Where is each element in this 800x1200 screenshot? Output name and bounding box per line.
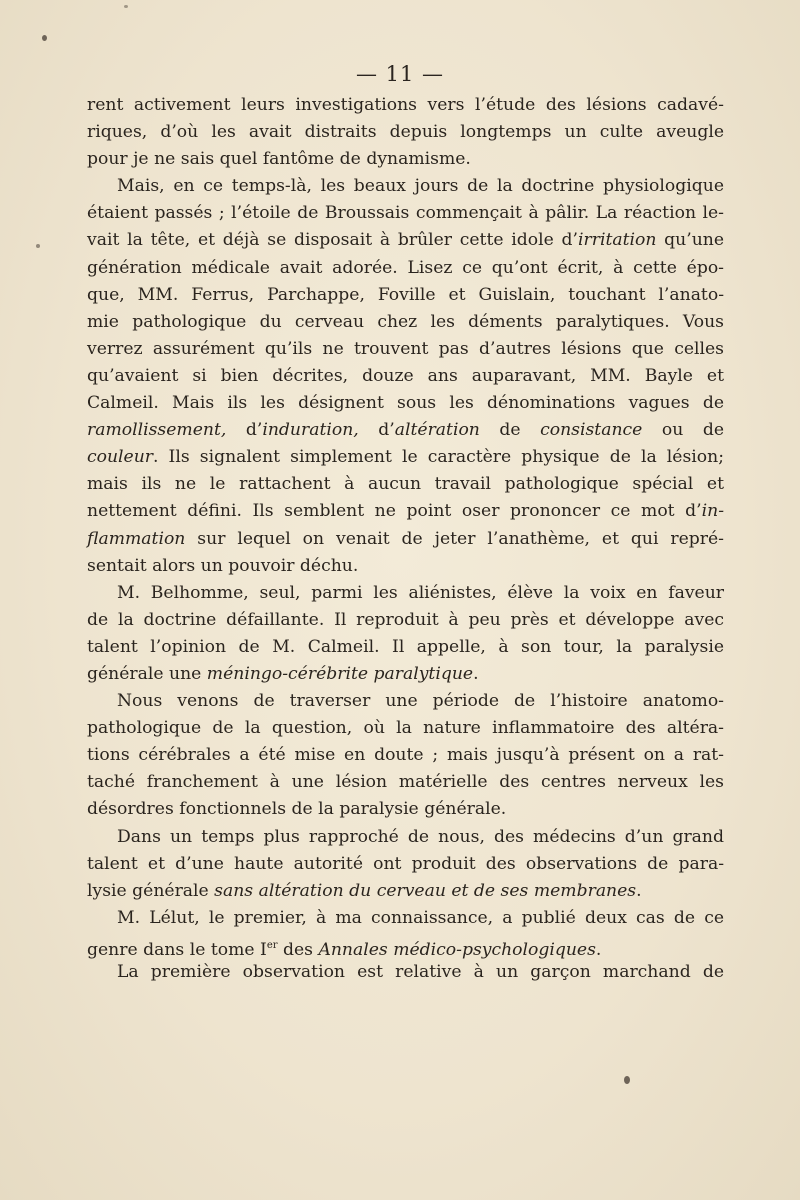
text-line: lysie générale sans altération du cerveau et de ses membranes. xyxy=(87,880,642,901)
paper-speck xyxy=(124,5,128,8)
page-number: — 11 — xyxy=(355,62,445,86)
text-line: étaient passés ; l’étoile de Broussais commençait à pâlir. La réaction le- xyxy=(87,203,724,224)
text-line: pour je ne sais quel fantôme de dynamisme. xyxy=(87,149,471,170)
text-line: rent activement leurs investigations vers l’étude des lésions cadavé- xyxy=(87,95,724,115)
text-line: de la doctrine défaillante. Il reproduit à peu près et développe avec xyxy=(87,609,724,630)
text-line: que, MM. Ferrus, Parchappe, Foville et Guislain, touchant l’anato- xyxy=(87,284,724,305)
text-line: mais ils ne le rattachent à aucun travail pathologique spécial et xyxy=(87,474,724,495)
text-line: pathologique de la question, où la nature inflammatoire des altéra- xyxy=(87,718,724,739)
text-line: génération médicale avait adorée. Lisez ce qu’ont écrit, à cette épo- xyxy=(87,257,724,278)
text-line: riques, d’où les avait distraits depuis longtemps un culte aveugle xyxy=(87,122,724,143)
text-line: couleur. Ils signalent simplement le caractère physique de la lésion; xyxy=(87,447,724,468)
text-line: tions cérébrales a été mise en doute ; mais jusqu’à présent on a rat- xyxy=(87,745,724,766)
paper-speck xyxy=(624,1076,630,1084)
text-line: mie pathologique du cerveau chez les déments paralytiques. Vous xyxy=(87,311,724,332)
text-line: flammation sur lequel on venait de jeter l’anathème, et qui repré- xyxy=(87,528,724,549)
text-line: Dans un temps plus rapproché de nous, des médecins d’un grand xyxy=(117,826,724,847)
text-line: talent et d’une haute autorité ont produit des observations de para- xyxy=(87,853,724,874)
body-text xyxy=(87,92,724,986)
text-line: ramollissement, d’induration, d’altération de consistance ou de xyxy=(87,420,724,441)
text-line: sentait alors un pouvoir déchu. xyxy=(87,555,359,576)
text-line: Calmeil. Mais ils les désignent sous les dénominations vagues de xyxy=(87,393,724,414)
text-line: Nous venons de traverser une période de l’histoire anatomo- xyxy=(117,691,724,712)
text-line: verrez assurément qu’ils ne trouvent pas d’autres lésions que celles xyxy=(87,338,724,359)
text-line: générale une méningo-cérébrite paralytique. xyxy=(87,663,479,684)
text-line: nettement défini. Ils semblent ne point oser prononcer ce mot d’in- xyxy=(87,501,724,522)
text-line: genre dans le tome Ier des Annales médico-psychologiques. xyxy=(87,939,602,960)
text-line: désordres fonctionnels de la paralysie générale. xyxy=(87,799,507,820)
text-line: La première observation est relative à un garçon marchand de xyxy=(117,962,724,982)
text-line: qu’avaient si bien décrites, douze ans auparavant, MM. Bayle et xyxy=(87,365,724,386)
text-line: talent l’opinion de M. Calmeil. Il appelle, à son tour, la paralysie xyxy=(87,636,724,657)
text-line: Mais, en ce temps-là, les beaux jours de la doctrine physiologique xyxy=(117,176,724,197)
paper-speck xyxy=(36,244,40,248)
text-line: M. Belhomme, seul, parmi les aliénistes, élève la voix en faveur xyxy=(117,582,724,603)
text-line: M. Lélut, le premier, à ma connaissance, a publié deux cas de ce xyxy=(117,907,724,928)
text-line: vait la tête, et déjà se disposait à brûler cette idole d’irritation qu’une xyxy=(87,230,725,251)
paper-speck xyxy=(42,35,47,41)
text-line: taché franchement à une lésion matérielle des centres nerveux les xyxy=(87,772,724,793)
